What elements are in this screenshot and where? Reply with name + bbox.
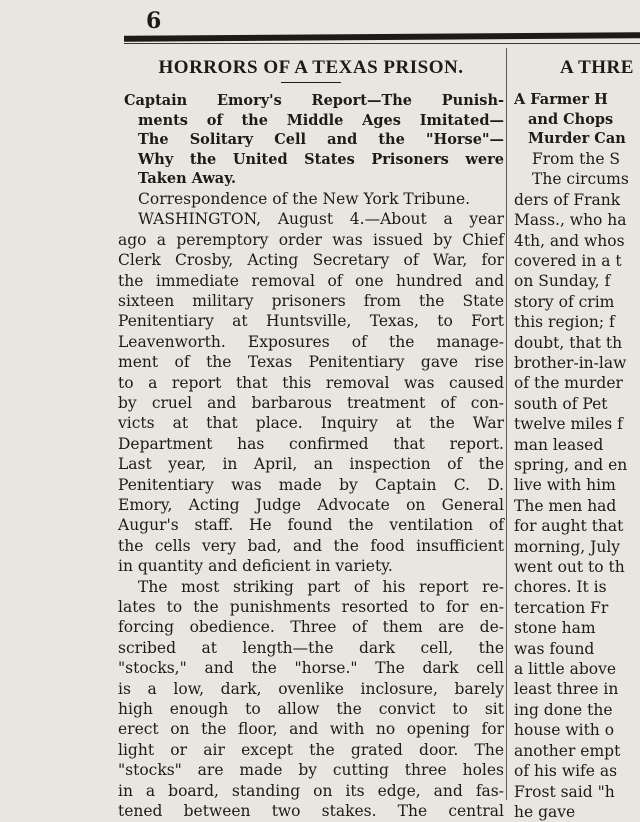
page-number: 6 <box>146 8 162 34</box>
right-body-line: for aught that <box>514 517 624 536</box>
body-line: Department has confirmed that report. <box>118 434 504 453</box>
body-line: in quantity and deficient in variety. <box>118 557 393 576</box>
right-body-line: The men had <box>514 496 617 515</box>
right-body-line: was found <box>514 639 595 658</box>
right-body-line: another empt <box>514 741 621 760</box>
header-rule-thick <box>124 32 640 42</box>
body-line: ago a peremptory order was issued by Chief <box>118 230 504 249</box>
right-deck-line: A Farmer H <box>514 91 608 109</box>
body-line: Penitentiary at Huntsville, Texas, to Fort <box>118 312 504 331</box>
column-divider <box>506 48 507 800</box>
right-body-line: ing done the <box>514 700 613 719</box>
right-body-line: a little above <box>514 660 617 679</box>
body-line: Last year, in April, an inspection of the <box>118 455 504 474</box>
body-line: Emory, Acting Judge Advocate on General <box>118 496 504 514</box>
right-body-line: he gave <box>514 802 576 821</box>
body-line: sixteen military prisoners from the State <box>118 291 504 310</box>
right-body-line: man leased <box>514 435 604 454</box>
body-line: "stocks" are made by cutting three holes <box>118 761 504 780</box>
body-line: is a low, dark, ovenlike inclosure, barely <box>118 679 504 698</box>
body-line: erect on the floor, and with no opening for <box>118 720 504 739</box>
body-line: Penitentiary was made by Captain C. D. <box>118 475 504 494</box>
body-line: lates to the punishments resorted to for en- <box>118 598 504 617</box>
right-body-line: tercation Fr <box>514 598 609 617</box>
headline-rule <box>281 82 341 83</box>
body-line: victs at that place. Inquiry at the War <box>118 414 504 433</box>
right-body-line: From the S <box>532 149 621 168</box>
right-body-line: Mass., who ha <box>514 211 627 230</box>
deck-line: The Solitary Cell and the "Horse"— <box>138 131 504 149</box>
right-article-body <box>514 149 640 822</box>
first-line-text: August 4.—About a year <box>261 210 504 229</box>
body-line: tened between two stakes. The central <box>118 802 504 821</box>
deck-line: Taken Away. <box>138 170 237 188</box>
dateline: WASHINGTON, <box>138 210 262 229</box>
body-line: scribed at length—the dark cell, the <box>118 638 504 657</box>
body-line: to a report that this removal was caused <box>118 373 504 392</box>
article-credit: Correspondence of the New York Tribune. <box>138 189 471 208</box>
right-body-line: this region; f <box>514 313 615 332</box>
right-article-deck <box>514 90 640 149</box>
right-body-line: story of crim <box>514 292 615 311</box>
right-body-line: of his wife as <box>514 762 618 781</box>
body-line: "stocks," and the "horse." The dark cell <box>118 659 504 678</box>
article-headline: HORRORS OF A TEXAS PRISON. <box>158 57 464 78</box>
right-body-line: The circums <box>532 170 629 189</box>
body-line: the immediate removal of one hundred and <box>118 271 504 290</box>
right-body-line: stone ham <box>514 619 596 638</box>
right-body-line: Frost said "h <box>514 782 615 801</box>
right-body-line: ders of Frank <box>514 190 621 209</box>
body-line: ment of the Texas Penitentiary gave rise <box>118 353 504 372</box>
article-first-line <box>118 209 504 229</box>
right-deck-line: and Chops <box>528 110 614 128</box>
right-body-line: brother-in-law <box>514 353 627 372</box>
right-body-line: morning, July <box>514 537 621 556</box>
left-article <box>118 56 504 822</box>
right-body-line: spring, and en <box>514 456 628 474</box>
right-body-line: covered in a t <box>514 251 622 270</box>
right-body-line: chores. It is <box>514 578 607 597</box>
right-body-line: on Sunday, f <box>514 272 611 291</box>
right-body-line: 4th, and whos <box>514 231 625 250</box>
header-rule-thin <box>124 43 640 44</box>
body-line: the cells very bad, and the food insufficient <box>118 536 504 555</box>
body-line: The most striking part of his report re- <box>138 577 504 596</box>
body-line: forcing obedience. Three of them are de- <box>118 618 504 637</box>
right-article <box>514 56 640 822</box>
body-line: high enough to allow the convict to sit <box>118 700 504 719</box>
right-body-line: house with o <box>514 721 615 740</box>
right-deck-line: Murder Can <box>528 130 626 148</box>
right-body-line: twelve miles f <box>514 415 623 434</box>
body-line: by cruel and barbarous treatment of con- <box>118 393 504 412</box>
right-body-line: went out to th <box>514 558 625 577</box>
body-line: Augur's staff. He found the ventilation of <box>118 516 504 535</box>
body-line: Leavenworth. Exposures of the manage- <box>118 332 504 351</box>
deck-line: Captain Emory's Report—The Punish- <box>124 92 504 110</box>
article-body-second-paragraph <box>118 577 504 822</box>
body-line: in a board, standing on its edge, and fas- <box>118 781 504 800</box>
right-body-line: least three in <box>514 680 619 699</box>
article-deck <box>118 91 504 189</box>
right-body-line: live with him <box>514 476 616 495</box>
deck-line: ments of the Middle Ages Imitated— <box>138 111 504 129</box>
right-body-line: south of Pet <box>514 394 608 413</box>
right-body-line: doubt, that th <box>514 333 623 352</box>
article-body <box>118 209 504 576</box>
body-line: light or air except the grated door. The <box>118 740 504 759</box>
right-article-headline: A THRE <box>560 57 634 78</box>
deck-line: Why the United States Prisoners were <box>138 150 504 168</box>
body-line: Clerk Crosby, Acting Secretary of War, for <box>118 251 504 270</box>
right-body-line: of the murder <box>514 374 623 393</box>
